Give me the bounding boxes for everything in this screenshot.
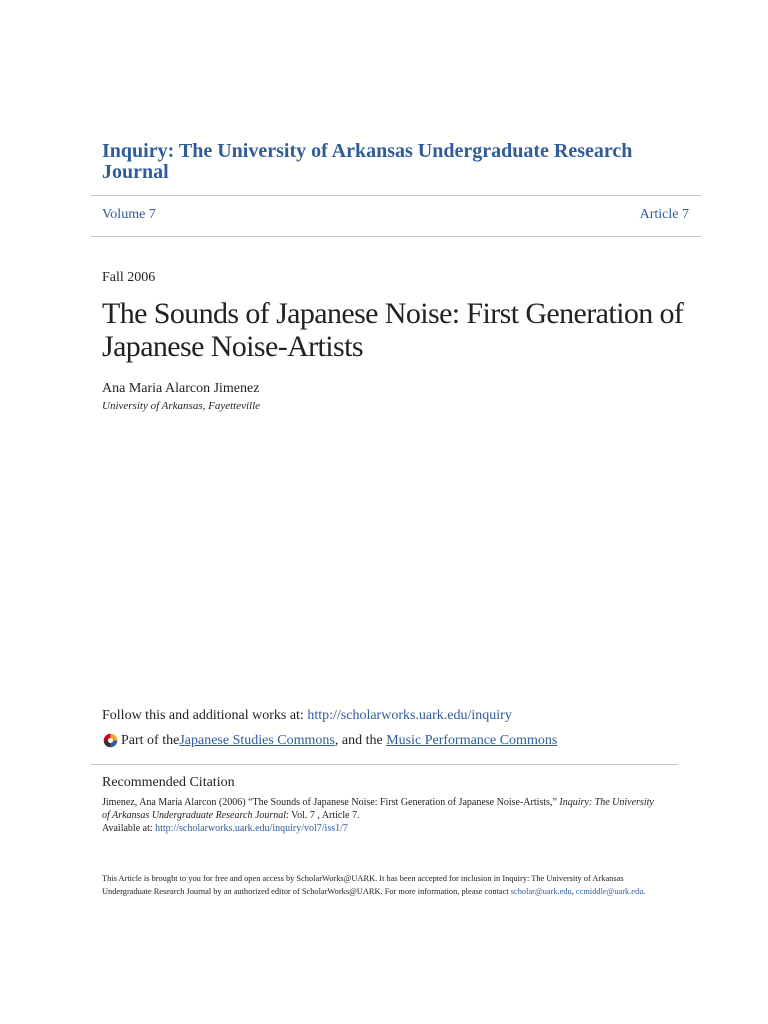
- article-url-link[interactable]: http://scholarworks.uark.edu/inquiry/vol7/iss1/7: [155, 823, 348, 834]
- author-affiliation: University of Arkansas, Fayetteville: [102, 400, 261, 412]
- notice-end: .: [643, 887, 646, 896]
- notice-text: This Article is brought to you for free and open access by ScholarWorks@UARK. It has been accepted for inclusion in Inquiry: The University of Arkansas Undergraduate Research Journal by an authorized editor of ScholarWorks@UARK. For more information, please contact: [102, 874, 624, 896]
- volume-link[interactable]: Volume 7: [102, 207, 156, 222]
- divider-top: [91, 195, 701, 196]
- divider-citation: [91, 764, 678, 765]
- journal-title-link[interactable]: Inquiry: The University of Arkansas Undergraduate Research Journal: [102, 140, 633, 183]
- part-of-prefix: Part of the: [121, 732, 180, 748]
- email-ccmiddle-link[interactable]: ccmiddle@uark.edu: [575, 887, 644, 896]
- follow-line: [102, 708, 512, 724]
- japanese-studies-commons-link[interactable]: Japanese Studies Commons: [179, 732, 335, 748]
- part-of-middle: , and the: [334, 732, 387, 748]
- notice-separator: ,: [571, 887, 576, 896]
- citation-journal: Inquiry: The University of Arkansas Undergraduate Research Journal: [102, 797, 654, 821]
- author-name: Ana Maria Alarcon Jimenez: [102, 381, 260, 396]
- divider-bottom: [91, 236, 701, 237]
- music-performance-commons-link[interactable]: Music Performance Commons: [386, 732, 558, 748]
- citation-volume: : Vol. 7 , Article 7.: [286, 810, 360, 821]
- email-scholar-link[interactable]: scholar@uark.edu: [510, 887, 572, 896]
- part-of-line: [102, 732, 557, 749]
- citation-text: [102, 796, 662, 835]
- follow-text: Follow this and additional works at:: [102, 708, 308, 723]
- open-access-notice: [102, 872, 672, 898]
- available-label: Available at:: [102, 823, 156, 834]
- article-link[interactable]: Article 7: [639, 207, 689, 222]
- commons-network-icon: [102, 732, 119, 749]
- article-title: The Sounds of Japanese Noise: First Generation of Japanese Noise-Artists: [102, 297, 684, 363]
- recommended-citation-heading: Recommended Citation: [102, 775, 235, 790]
- publication-date: Fall 2006: [102, 270, 156, 285]
- citation-body: Jimenez, Ana Maria Alarcon (2006) “The Sounds of Japanese Noise: First Generation of Japanese Noise-Artists,”: [102, 797, 560, 808]
- repository-link[interactable]: http://scholarworks.uark.edu/inquiry: [307, 708, 512, 723]
